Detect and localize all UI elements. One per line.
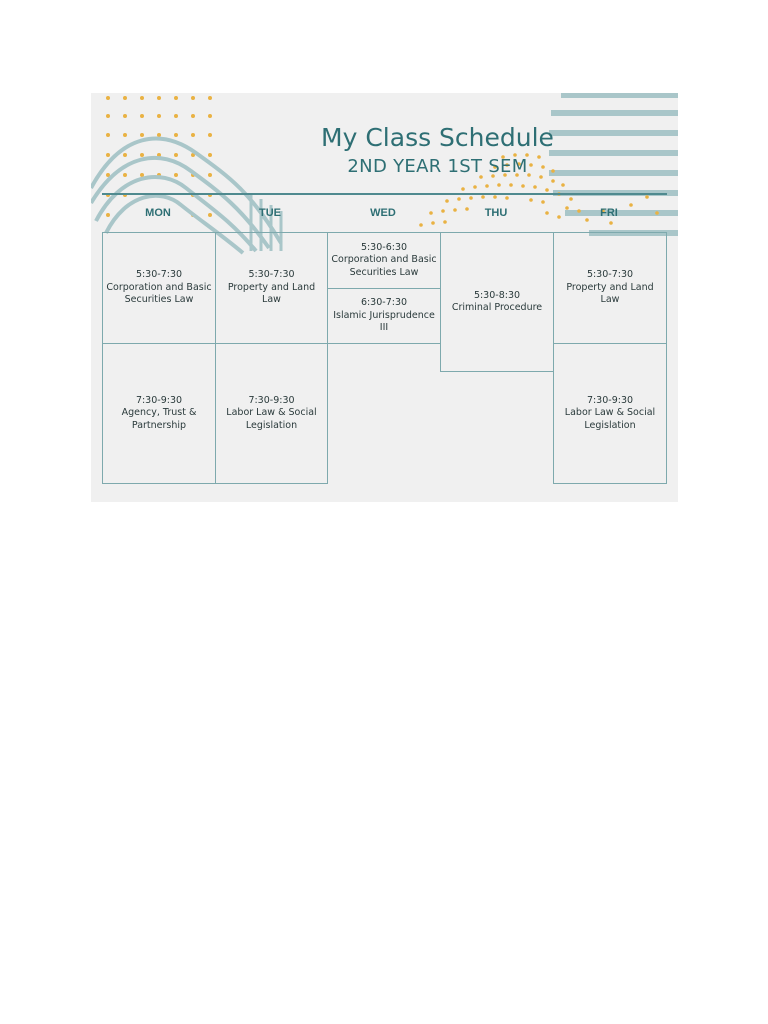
schedule-card [91,93,678,502]
class-cell-thu-1 [440,232,554,372]
class-cell-wed-2 [327,288,441,344]
class-cell-tue-1 [215,232,328,344]
class-time: 7:30-9:30 [586,394,634,406]
page-subtitle: 2ND YEAR 1ST SEM [347,156,528,177]
day-header-mon: MON [145,207,171,219]
class-cell-fri-2 [553,343,667,484]
class-time: 7:30-9:30 [248,394,295,406]
day-header-tue: TUE [259,207,281,219]
class-cell-wed-1 [327,232,441,289]
class-subject: Labor Law & Social Legislation [226,407,317,431]
class-time: 5:30-6:30 [360,241,408,253]
class-subject: Corporation and Basic Securities Law [106,281,212,306]
class-cell-fri-1 [553,232,667,344]
class-time: 7:30-9:30 [135,394,183,406]
class-subject: Islamic Jurisprudence III [333,309,435,334]
class-time: 6:30-7:30 [360,297,408,309]
class-cell-mon-2 [102,343,216,484]
class-subject: Agency, Trust & Partnership [121,407,197,431]
class-cell-tue-2 [215,343,328,484]
class-time: 5:30-7:30 [248,269,295,281]
class-subject: Labor Law & Social Legislation [564,407,656,431]
class-time: 5:30-7:30 [135,269,183,281]
class-time: 5:30-7:30 [586,269,634,281]
day-header-thu: THU [484,207,508,219]
class-cell-mon-1 [102,232,216,344]
day-header-wed: WED [370,207,396,219]
class-subject: Criminal Procedure [451,302,543,313]
day-header-fri: FRI [600,207,618,219]
page-title: My Class Schedule [321,123,554,152]
header-divider [102,193,667,195]
class-time: 5:30-8:30 [473,289,521,301]
class-subject: Corporation and Basic Securities Law [331,254,437,278]
class-subject: Property and Land Law [566,281,654,306]
class-subject: Property and Land Law [227,281,316,306]
